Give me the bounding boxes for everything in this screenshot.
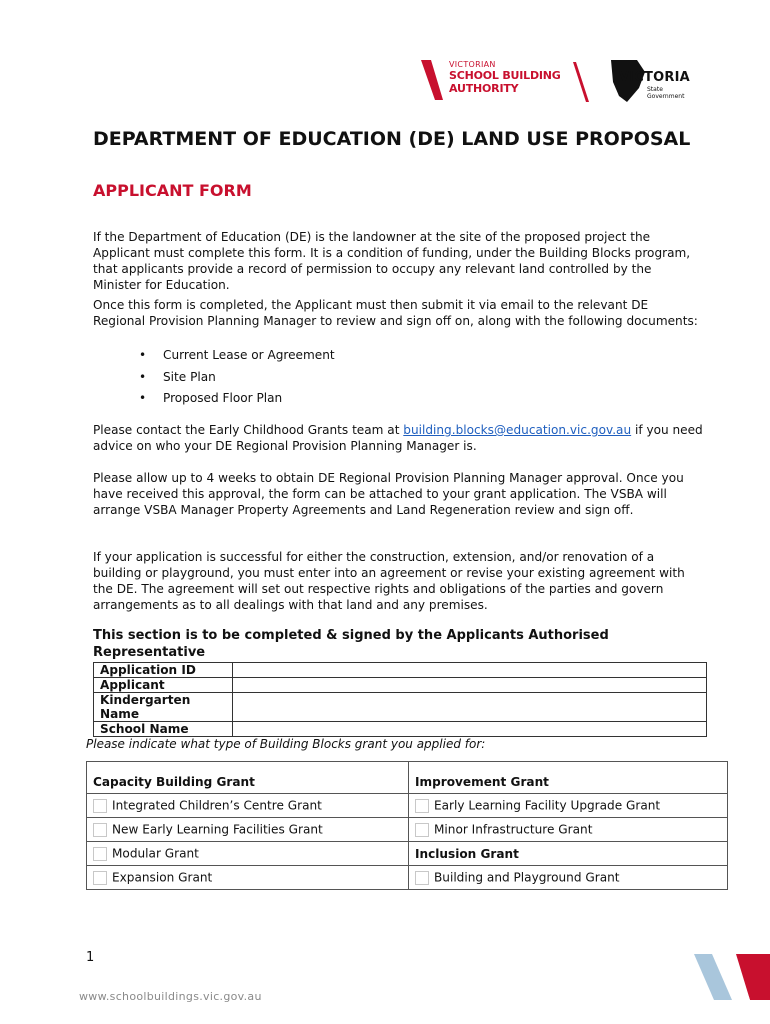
table-row	[94, 678, 707, 693]
footer-url: www.schoolbuildings.vic.gov.au	[79, 990, 262, 1003]
contact-text-before: Please contact the Early Childhood Grants team at	[93, 423, 404, 437]
grant-option-label: Expansion Grant	[112, 870, 213, 885]
grant-option	[409, 866, 728, 890]
grant-option-label: Integrated Children’s Centre Grant	[112, 798, 322, 813]
grant-option-label: Minor Infrastructure Grant	[434, 822, 593, 837]
submission-paragraph: Once this form is completed, the Applicant must then submit it via email to the relevant DE Regional Provision Planning Manager to review and sign off on, along with the following documents:	[93, 298, 698, 328]
list-item: • Current Lease or Agreement	[93, 347, 335, 369]
kindergarten-name-field[interactable]	[233, 693, 707, 722]
application-id-field[interactable]	[233, 663, 707, 678]
victoria-logo-sub2: Government	[647, 93, 685, 100]
field-label: Kindergarten Name	[94, 693, 233, 722]
agreement-paragraph: If your application is successful for either the construction, extension, and/or renovation of a building or playground, you must enter into an agreement or revise your existing agreement with the DE. The agreement will set out respective rights and obligations of the parties and govern arrangements as to all dealings with that land and any premises.	[93, 550, 685, 612]
grant-option-label: New Early Learning Facilities Grant	[112, 822, 323, 837]
victoria-logo-sub1: State	[647, 86, 663, 93]
intro-paragraph: If the Department of Education (DE) is the landowner at the site of the proposed project the Applicant must complete this form. It is a condition of funding, under the Building Blocks program, that applicants provide a record of permission to occupy any relevant land controlled by the Minister for Education.	[93, 230, 691, 292]
table-row	[87, 842, 728, 866]
minor-infrastructure-checkbox[interactable]	[415, 823, 429, 837]
table-row	[94, 722, 707, 737]
field-label: Application ID	[94, 663, 233, 678]
grant-option	[87, 842, 409, 866]
vsba-logo-line2: SCHOOL BUILDING	[449, 69, 561, 82]
grant-option	[87, 794, 409, 818]
table-row	[87, 794, 728, 818]
list-item: • Site Plan	[93, 369, 335, 391]
table-row	[87, 866, 728, 890]
grant-option-label: Modular Grant	[112, 846, 199, 861]
expansion-checkbox[interactable]	[93, 871, 107, 885]
integrated-childrens-centre-checkbox[interactable]	[93, 799, 107, 813]
grant-option	[87, 818, 409, 842]
table-row	[94, 693, 707, 722]
modular-checkbox[interactable]	[93, 847, 107, 861]
building-and-playground-checkbox[interactable]	[415, 871, 429, 885]
capacity-building-heading: Capacity Building Grant	[87, 762, 409, 794]
page-subtitle: APPLICANT FORM	[93, 181, 252, 200]
list-item: • Proposed Floor Plan	[93, 390, 335, 412]
table-row	[94, 663, 707, 678]
vsba-logo	[421, 58, 591, 104]
victoria-government-logo	[609, 58, 699, 104]
field-label: Applicant	[94, 678, 233, 693]
improvement-heading: Improvement Grant	[409, 762, 728, 794]
page-title: DEPARTMENT OF EDUCATION (DE) LAND USE PROPOSAL	[93, 128, 691, 150]
table-row	[87, 762, 728, 794]
table-row	[87, 818, 728, 842]
grant-option	[409, 818, 728, 842]
page-number: 1	[86, 950, 95, 965]
early-learning-facility-upgrade-checkbox[interactable]	[415, 799, 429, 813]
contact-text-after: if you need advice on who your DE Regional Provision Planning Manager is.	[93, 423, 703, 453]
vsba-footer-mark-icon	[692, 952, 770, 1002]
contact-paragraph	[93, 422, 703, 454]
field-label: School Name	[94, 722, 233, 737]
grant-option	[87, 866, 409, 890]
new-early-learning-facilities-checkbox[interactable]	[93, 823, 107, 837]
grant-option-label: Building and Playground Grant	[434, 870, 620, 885]
applicant-details-table	[93, 662, 707, 737]
grant-type-prompt: Please indicate what type of Building Blocks grant you applied for:	[86, 737, 486, 751]
section-heading: This section is to be completed & signed by the Applicants Authorised Representative	[93, 628, 609, 660]
inclusion-heading: Inclusion Grant	[409, 842, 728, 866]
contact-email-link[interactable]: building.blocks@education.vic.gov.au	[403, 423, 632, 437]
school-name-field[interactable]	[233, 722, 707, 737]
grant-type-table	[86, 761, 728, 890]
grant-option	[409, 794, 728, 818]
approval-paragraph: Please allow up to 4 weeks to obtain DE Regional Provision Planning Manager approval. Once you have received this approval, the form can be attached to your grant application. The VSBA will arrange VSBA Manager Property Agreements and Land Regeneration review and sign off.	[93, 471, 684, 517]
vsba-logo-line1: VICTORIAN	[449, 60, 496, 69]
victoria-logo-word: VICTORIA	[619, 70, 690, 85]
applicant-field[interactable]	[233, 678, 707, 693]
grant-option-label: Early Learning Facility Upgrade Grant	[434, 798, 661, 813]
vsba-logo-line3: AUTHORITY	[449, 82, 519, 95]
required-documents-list	[93, 347, 335, 412]
